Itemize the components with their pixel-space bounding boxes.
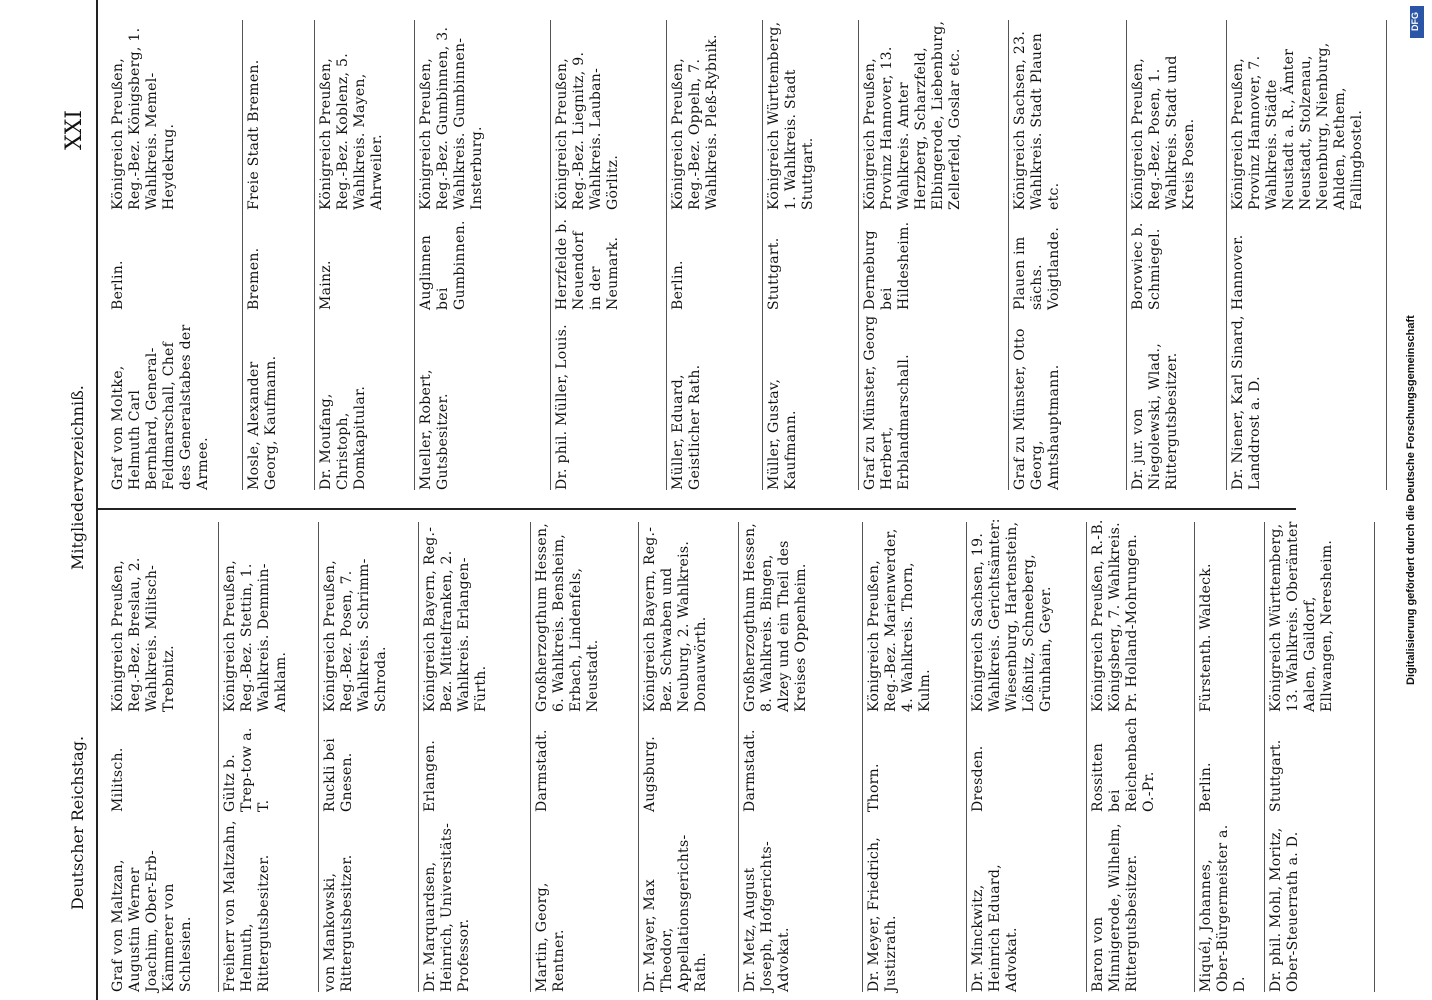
member-district: Großherzogthum Hessen, 6. Wahlkreis. Bensheim, Erbach, Lindenfels, Neustadt. [534,522,601,712]
member-place: Hannover. [1230,234,1246,310]
member-district: Königreich Preußen, Reg.-Bez. Marienwerder, 4. Wahlkreis. Thorn, Kulm. [866,528,933,712]
member-district: Königreich Preußen, Provinz Hannover, 7. Wahlkreis. Städte Neustadt a. R., Ämter Neustadt, Stolzenau, Neuenburg, Nienburg, Ahlden, Rethem, Fallingbostel. [1230,42,1365,210]
member-place: Rossitten bei Reichenbach O.-Pr. [1090,717,1157,812]
row-separator [762,20,763,490]
member-place: Stuttgart. [1268,739,1284,812]
member-district: Königreich Preußen, Reg.-Bez. Koblenz, 5. Wahlkreis. Mayen, Ahrweiler. [318,52,385,210]
center-rule [96,508,1296,510]
row-separator [414,20,415,490]
member-place: Derneburg bei Hildesheim. [862,221,912,310]
entry-row [1268,512,1378,992]
member-district: Großherzogthum Hessen, 8. Wahlkreis. Bingen, Alzey und ein Theil des Kreises Oppenheim. [742,522,809,712]
member-district: Königreich Preußen, Reg.-Bez. Posen, 1. Wahlkreis. Stadt und Kreis Posen. [1130,55,1197,210]
member-name: Dr. Meyer, Friedrich, Justizrath. [866,836,899,992]
member-name: Freiherr von Maltzahn, Helmuth, Rittergutsbesitzer. [222,820,272,992]
row-separator [638,522,639,992]
member-place: Herzfelde b. Neuendorf in der Neumark. [554,218,621,310]
member-place: Militsch. [110,747,126,812]
member-name: Müller, Eduard, Geistlicher Rath. [670,364,703,490]
member-district: Königreich Württemberg, 13. Wahlkreis. Oberämter Aalen, Gaildorf, Ellwangen, Neresheim. [1268,521,1335,712]
row-separator [218,522,219,992]
member-place: Plauen im sächs. Voigtlande. [1012,226,1062,310]
member-name: Dr. phil. Mohl, Moritz, Ober-Steuerrath a. D. [1268,827,1301,992]
member-district: Königreich Preußen, Provinz Hannover, 13. Wahlkreis. Amter Herzberg, Scharzfeld, Elbingerode, Liebenburg, Zellerfeld, Goslar etc. [862,20,963,210]
member-place: Dresden. [970,745,986,812]
entry-row [534,512,642,992]
member-place: Berlin. [1198,762,1214,812]
row-separator [1008,20,1009,490]
member-district: Königreich Preußen, Reg.-Bez. Liegnitz, 9. Wahlkreis. Lauban-Görlitz. [554,51,621,210]
entry-row [1198,512,1268,992]
row-separator [862,522,863,992]
member-name: Graf zu Münster, Georg Herbert, Erblandmarschall. [862,315,912,490]
entry-row [742,512,866,992]
entry-row [318,10,418,490]
entry-row [642,512,742,992]
row-separator [314,20,315,490]
funding-note: Digitalisierung gefördert durch die Deutsche Forschungsgemeinschaft [1405,315,1417,685]
member-name: Dr. jur. von Niegolewski, Wlad., Rittergutsbesitzer. [1130,343,1180,490]
row-separator [858,20,859,490]
member-name: Mueller, Robert, Gutsbesitzer. [418,369,451,490]
member-district: Königreich Preußen, R.-B. Königsberg, 7. Wahlkreis. Pr. Holland-Mohrungen. [1090,519,1140,712]
row-separator [1226,20,1227,490]
header-middle: Mitgliederverzeichniß. [68,385,87,570]
entry-row [246,10,318,490]
row-separator [966,522,967,992]
member-place: Berlin. [670,260,686,310]
member-name: Mosle, Alexander Georg, Kaufmann. [246,355,279,490]
entry-row [1230,10,1390,490]
row-separator [1264,522,1265,992]
member-name: Dr. Mayer, Max Theodor, Appellationsgerichts-Rath. [642,834,709,992]
page-header [58,0,98,1000]
member-place: Thorn. [866,763,882,812]
member-district: Königreich Preußen, Reg.-Bez. Posen, 7. Wahlkreis. Schrimm-Schroda. [322,558,389,712]
member-name: Dr. Marquardsen, Heinrich, Universitäts-Professor. [422,822,472,992]
row-separator [1374,522,1375,992]
member-name: Miquél, Johannes, Ober-Bürgermeister a. D. [1198,824,1248,992]
header-left: Deutscher Reichstag. [68,735,87,910]
entry-row [1090,512,1198,992]
entry-row [1012,10,1130,490]
member-place: Augsburg. [642,735,658,812]
member-place: Auglinnen bei Gumbinnen. [418,220,468,310]
member-name: Martin, Georg, Rentner. [534,882,567,992]
member-name: Dr. Minckwitz, Heinrich Eduard, Advokat. [970,864,1020,992]
entry-row [222,512,322,992]
member-place: Darmstadt. [742,729,758,812]
member-name: Graf von Maltzan, Augustin Werner Joachim, Ober-Erb-Kämmerer von Schlesien. [110,849,194,992]
member-district: Freie Stadt Bremen. [246,59,262,210]
row-separator [666,20,667,490]
member-district: Königreich Bayern, Reg.-Bez. Mittelfranken, 2. Wahlkreis. Erlangen-Fürth. [422,526,489,712]
entry-row [322,512,422,992]
member-place: Mainz. [318,260,334,310]
row-separator [1086,522,1087,992]
member-district: Königreich Preußen, Reg.-Bez. Königsberg, 1. Wahlkreis. Memel-Heydekrug. [110,27,177,210]
row-separator [242,20,243,490]
entry-row [670,10,766,490]
entry-row [766,10,862,490]
entry-row [554,10,670,490]
row-separator [550,20,551,490]
row-separator [1126,20,1127,490]
entry-row [422,512,534,992]
member-name: Dr. phil. Müller, Louis. [554,324,570,490]
dfg-logo: DFG [1410,6,1424,38]
member-place: Stuttgart. [766,237,782,310]
member-name: Dr. Moufang, Christoph, Domkapitular. [318,385,368,490]
member-name: Graf von Moltke, Helmuth Carl Bernhard, General-Feldmarschall, Chef des Generalstabes der Armee. [110,324,211,490]
row-separator [1194,522,1195,992]
entry-row [1130,10,1230,490]
member-district: Königreich Bayern, Reg.-Bez. Schwaben und Neuburg, 2. Wahlkreis. Donauwörth. [642,526,709,712]
member-place: Borowiec b. Schmiegel. [1130,222,1163,310]
member-district: Königreich Württemberg, 1. Wahlkreis. Stadt Stuttgart. [766,21,816,210]
member-district: Königreich Preußen, Reg.-Bez. Breslau, 2. Wahlkreis. Militsch-Trebnitz. [110,557,177,712]
row-separator [318,522,319,992]
entry-row [866,512,970,992]
member-place: Erlangen. [422,739,438,812]
member-district: Königreich Preußen, Reg.-Bez. Oppeln, 7. Wahlkreis. Pleß-Rybnik. [670,34,720,210]
member-place: Ruckli bei Gnesen. [322,737,355,812]
page-number: XXI [62,110,87,151]
member-name: Graf zu Münster, Otto Georg, Amtshauptmann. [1012,328,1062,490]
member-place: Berlin. [110,260,126,310]
entry-row [970,512,1090,992]
entry-row [862,10,1012,490]
member-place: Gültz b. Trep-tow a. T. [222,727,272,812]
member-district: Königreich Preußen, Reg.-Bez. Gumbinnen, 3. Wahlkreis. Gumbinnen-Insterburg. [418,26,485,210]
entry-row [110,10,246,490]
member-district: Königreich Sachsen, 19. Wahlkreis. Gerichtsämter: Wiesenburg, Hartenstein, Lößnitz, Schneeberg, Grünhain, Geyer. [970,518,1054,712]
member-place: Bremen. [246,247,262,310]
row-separator [418,522,419,992]
row-separator [738,522,739,992]
member-district: Königreich Sachsen, 23. Wahlkreis. Stadt Plauen etc. [1012,30,1062,210]
row-separator [1386,20,1387,490]
entry-row [418,10,554,490]
member-name: Dr. Niener, Karl Sinard, Landdrost a. D. [1230,315,1263,490]
member-name: Müller, Gustav, Kaufmann. [766,378,799,490]
member-name: Dr. Metz, August Joseph, Hofgerichts-Advokat. [742,840,792,992]
member-district: Königreich Preußen, Reg.-Bez. Stettin, 1. Wahlkreis. Demmin-Anklam. [222,560,289,712]
member-district: Fürstenth. Waldeck. [1198,563,1214,712]
entry-row [110,512,222,992]
header-rule [96,0,98,1000]
row-separator [530,522,531,992]
member-name: von Mankowski, Rittergutsbesitzer. [322,854,355,992]
member-place: Darmstadt. [534,729,550,812]
member-name: Baron von Minnigerode, Wilhelm, Rittergutsbesitzer. [1090,823,1140,992]
